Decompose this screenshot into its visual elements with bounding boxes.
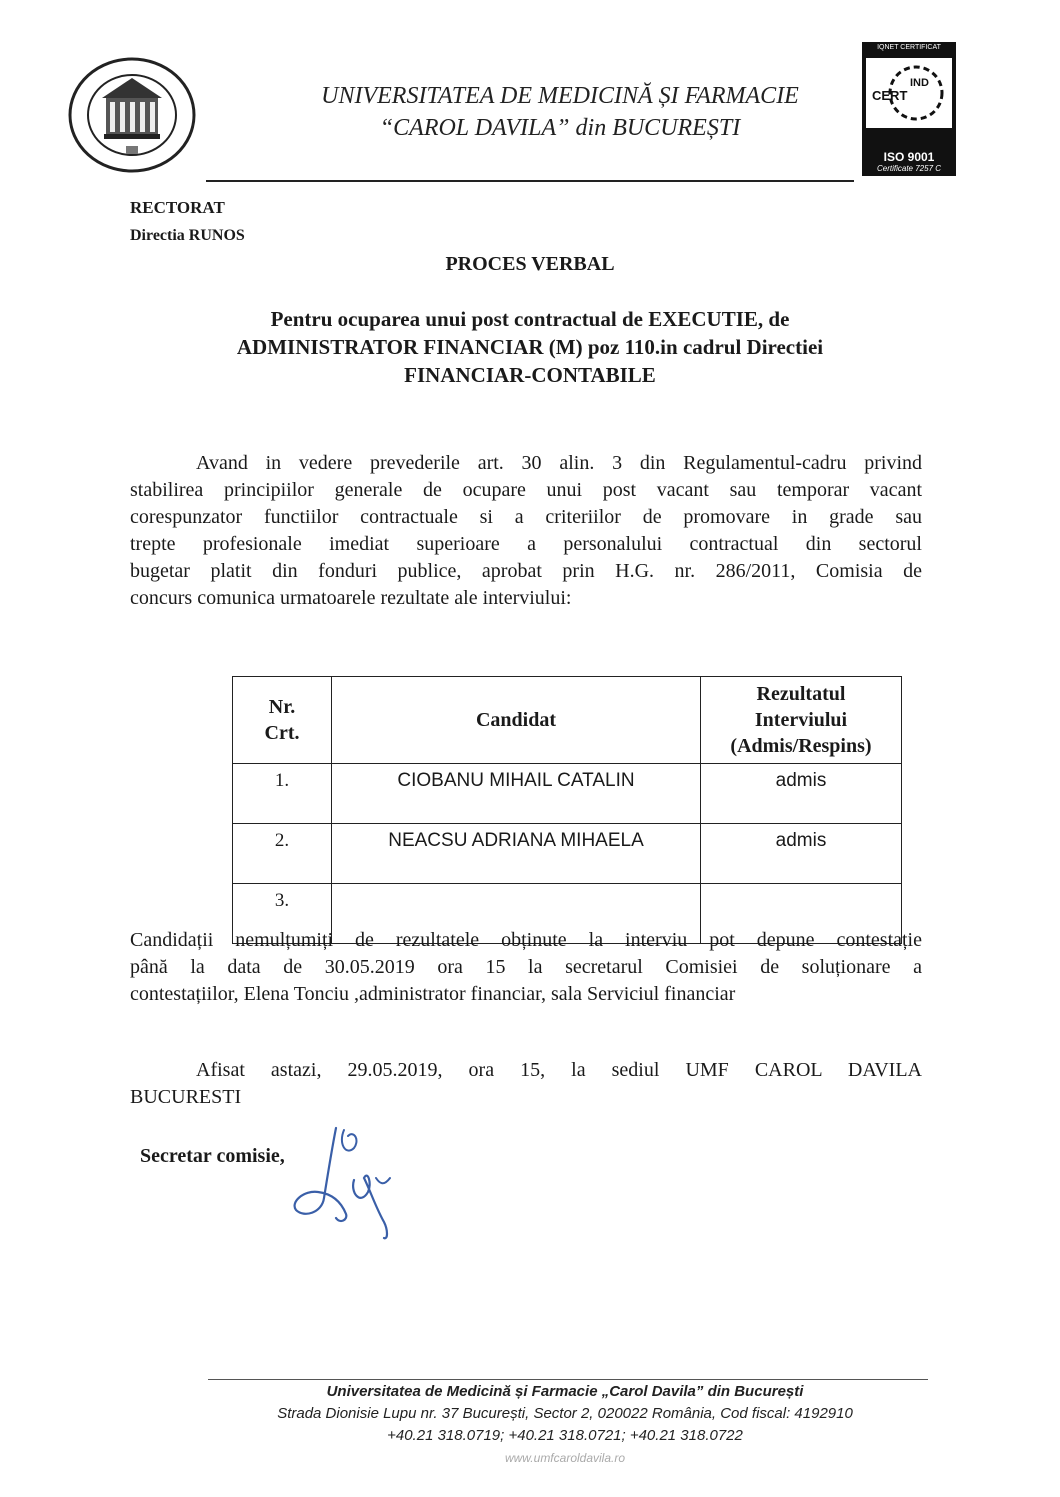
intro-line: concurs comunica urmatoarele rezultate ale interviului: (130, 587, 572, 609)
secretar-label: Secretar comisie, (140, 1145, 285, 1167)
subject-line: FINANCIAR-CONTABILE (404, 363, 656, 387)
header-candidat (332, 677, 701, 764)
footer-address: Strada Dionisie Lupu nr. 37 București, Sector 2, 020022 România, Cod fiscal: 4192910 (277, 1405, 853, 1422)
intro-paragraph (130, 450, 922, 612)
row-candidat: NEACSU ADRIANA MIHAELA (332, 824, 701, 884)
posted-line: Afisat astazi, 29.05.2019, ora 15, la sediul UMF CAROL DAVILA (196, 1059, 922, 1081)
footer-phones: +40.21 318.0719; +40.21 318.0721; +40.21 318.0722 (387, 1427, 743, 1444)
table-row (233, 824, 902, 884)
header-candidat-text: Candidat (475, 709, 557, 731)
contest-paragraph (130, 927, 922, 1008)
subject-line: ADMINISTRATOR FINANCIAR (M) poz 110.in cadrul Directiei (236, 335, 824, 359)
results-table (232, 676, 902, 944)
contest-line: până la data de 30.05.2019 ora 15 la secretarul Comisiei de soluționare a (130, 956, 922, 978)
posted-paragraph (130, 1057, 922, 1111)
subject-line: Pentru ocuparea unui post contractual de EXECUTIE, de (270, 307, 790, 331)
handwritten-signature (284, 1118, 414, 1248)
row-candidat: CIOBANU MIHAIL CATALIN (332, 764, 701, 824)
university-title-line2: “CAROL DAVILA” din BUCUREȘTI (379, 115, 741, 141)
header-divider (206, 180, 854, 182)
university-seal-logo (66, 56, 198, 174)
footer-website: www.umfcaroldavila.ro (504, 1451, 626, 1465)
row-rezultat: admis (701, 764, 902, 824)
table-row (233, 764, 902, 824)
header-rezultat-text: Rezultatul Interviului (Admis/Respins) (730, 683, 872, 757)
certind-logo (866, 58, 952, 128)
svg-text:CERT: CERT (872, 88, 908, 103)
document-title: PROCES VERBAL (445, 253, 615, 275)
header-nr-crt-text: Nr. Crt. (264, 696, 300, 744)
footer-university-name: Universitatea de Medicină și Farmacie „Carol Davila” din București (326, 1383, 804, 1400)
iso-certification-badge (862, 42, 956, 176)
iso-standard: ISO 9001 (883, 150, 935, 164)
row-nr: 1. (233, 764, 332, 824)
row-nr: 3. (233, 884, 332, 944)
contest-line: Candidații nemulțumiți de rezultatele obținute la interviu pot depune contestație (130, 929, 922, 951)
rectorat-label: RECTORAT (130, 198, 225, 217)
table-header-row (233, 677, 902, 764)
intro-line: Avand in vedere prevederile art. 30 alin. 3 din Regulamentul-cadru privind (196, 452, 922, 474)
row-rezultat: admis (701, 824, 902, 884)
intro-line: trepte profesionale imediat superioare a personalului contractual din sectorul (130, 533, 922, 555)
intro-line: bugetar platit din fonduri publice, aprobat prin H.G. nr. 286/2011, Comisia de (130, 560, 922, 582)
page-footer (140, 1381, 990, 1469)
intro-line: stabilirea principiilor generale de ocupare unui post vacant sau temporar vacant (130, 479, 922, 501)
university-title-line1: UNIVERSITATEA DE MEDICINĂ ȘI FARMACIE (321, 83, 799, 109)
header-nr-crt (233, 677, 332, 764)
directia-label: Directia RUNOS (130, 227, 245, 244)
svg-text:IND: IND (910, 77, 929, 89)
header-rezultat (701, 677, 902, 764)
footer-divider (208, 1379, 928, 1380)
posted-line: BUCURESTI (130, 1086, 242, 1108)
row-nr: 2. (233, 824, 332, 884)
document-subject (160, 305, 900, 389)
iso-certificate-number: Certificate 7257 C (876, 164, 942, 173)
iso-badge-top-text: IQNET CERTIFICAT (877, 44, 941, 51)
university-title (200, 80, 920, 144)
contest-line: contestațiilor, Elena Tonciu ,administrator financiar, sala Serviciul financiar (130, 983, 736, 1005)
intro-line: corespunzator functiilor contractuale si a criteriilor de promovare in grade sau (130, 506, 922, 528)
